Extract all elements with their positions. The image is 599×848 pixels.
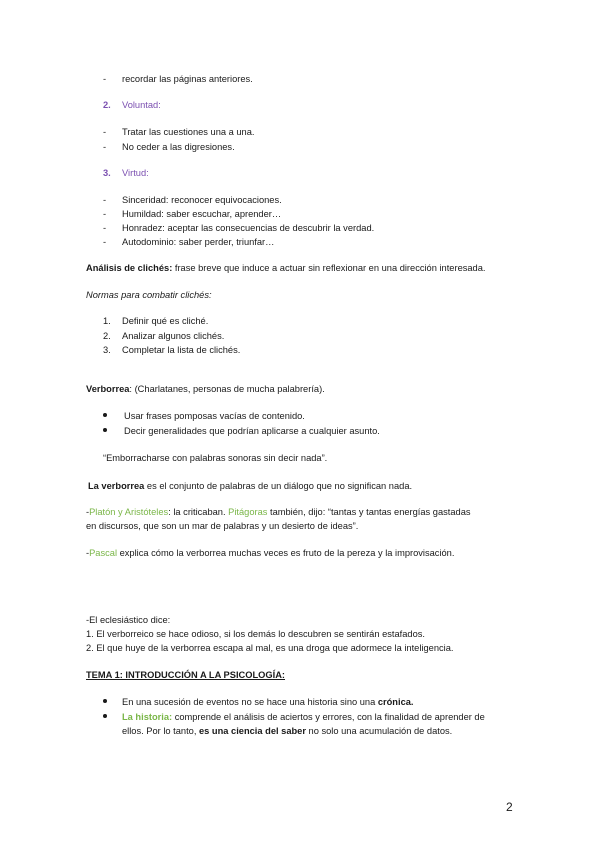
cliches-paragraph <box>86 263 485 274</box>
historia-rest: comprende el análisis de aciertos y errores, con la finalidad de aprender de <box>172 712 485 722</box>
historia-line2-post: no solo una acumulación de datos. <box>305 726 453 736</box>
list-item: Tratar las cuestiones una a una. <box>122 127 255 137</box>
list-item: Autodominio: saber perder, triunfar… <box>122 237 275 247</box>
list-item: No ceder a las digresiones. <box>122 142 235 152</box>
dash-marker: - <box>103 142 107 152</box>
platon-rest: : la criticaban. <box>168 507 229 517</box>
norm-item: Definir qué es cliché. <box>122 316 209 326</box>
verborrea-definition <box>88 481 412 492</box>
bullet-icon <box>103 714 107 718</box>
verborrea-bullet: Decir generalidades que podrían aplicarse a cualquier asunto. <box>124 426 380 436</box>
pitagoras-line2: en discursos, que son un mar de palabras y un desierto de ideas”. <box>86 521 359 531</box>
tema-b1-text: En una sucesión de eventos no se hace una historia sino una <box>122 697 378 707</box>
norm-item: Analizar algunos clichés. <box>122 331 225 341</box>
historia-term: La historia: <box>122 712 173 722</box>
list-item: Sinceridad: reconocer equivocaciones. <box>122 195 282 205</box>
section-number: 2. <box>103 100 111 110</box>
historia-line2-pre: ellos. Por lo tanto, <box>122 726 199 736</box>
list-item: Humildad: saber escuchar, aprender… <box>122 209 282 219</box>
bullet-icon <box>103 428 107 432</box>
section-title: Voluntad: <box>122 100 161 110</box>
norm-number: 1. <box>103 316 111 326</box>
eclesiastico-line: 1. El verborreico se hace odioso, si los demás lo descubren se sentirán estafados. <box>86 629 426 639</box>
section-number: 3. <box>103 168 111 178</box>
pascal-dash: - <box>86 548 90 558</box>
tema-b1-bold: crónica. <box>377 697 414 707</box>
bullet-icon <box>103 699 107 703</box>
tema-bullet <box>122 712 485 723</box>
pitagoras-name: Pitágoras <box>228 507 268 517</box>
bullet-icon <box>103 413 107 417</box>
norm-number: 2. <box>103 331 111 341</box>
norm-number: 3. <box>103 345 111 355</box>
pitagoras-rest: también, dijo: “tantas y tantas energías gastadas <box>267 507 471 517</box>
norms-title: Normas para combatir clichés: <box>86 290 212 300</box>
tema-bullet <box>122 697 414 708</box>
pascal-rest: explica cómo la verborrea muchas veces es fruto de la pereza y la improvisación. <box>117 548 455 558</box>
tema-heading: TEMA 1: INTRODUCCIÓN A LA PSICOLOGÍA: <box>86 670 286 680</box>
cliches-term: Análisis de clichés: <box>86 263 173 273</box>
pascal-name: Pascal <box>89 548 118 558</box>
verborrea-def-rest: es el conjunto de palabras de un diálogo que no significan nada. <box>144 481 413 491</box>
dash-marker: - <box>103 237 107 247</box>
verborrea-term: Verborrea <box>86 384 130 394</box>
platon-names: Platón y Aristóteles <box>89 507 169 517</box>
dash-marker: - <box>103 223 107 233</box>
list-item: Honradez: aceptar las consecuencias de descubrir la verdad. <box>122 223 375 233</box>
norm-item: Completar la lista de clichés. <box>122 345 241 355</box>
verborrea-def-term: La verborrea <box>88 481 145 491</box>
section-title: Virtud: <box>122 168 149 178</box>
cliches-definition: frase breve que induce a actuar sin reflexionar en una dirección interesada. <box>172 263 486 273</box>
eclesiastico-title: -El eclesiástico dice: <box>86 615 171 625</box>
verborrea-heading <box>86 384 325 395</box>
dash-marker: - <box>103 209 107 219</box>
list-item: recordar las páginas anteriores. <box>122 74 253 84</box>
pascal-line <box>86 548 454 559</box>
dash-marker: - <box>103 127 107 137</box>
platon-dash: - <box>86 507 90 517</box>
verborrea-quote: “Emborracharse con palabras sonoras sin decir nada”. <box>103 453 328 463</box>
verborrea-bullet: Usar frases pomposas vacías de contenido. <box>124 411 305 421</box>
page-number: 2 <box>506 800 513 814</box>
eclesiastico-line: 2. El que huye de la verborrea escapa al mal, es una droga que adormece la inteligencia. <box>86 643 454 653</box>
platon-line <box>86 507 471 518</box>
tema-bullet-line2 <box>122 726 452 737</box>
dash-marker: - <box>103 74 107 84</box>
historia-line2-bold: es una ciencia del saber <box>199 726 306 736</box>
verborrea-desc: : (Charlatanes, personas de mucha palabrería). <box>129 384 325 394</box>
dash-marker: - <box>103 195 107 205</box>
